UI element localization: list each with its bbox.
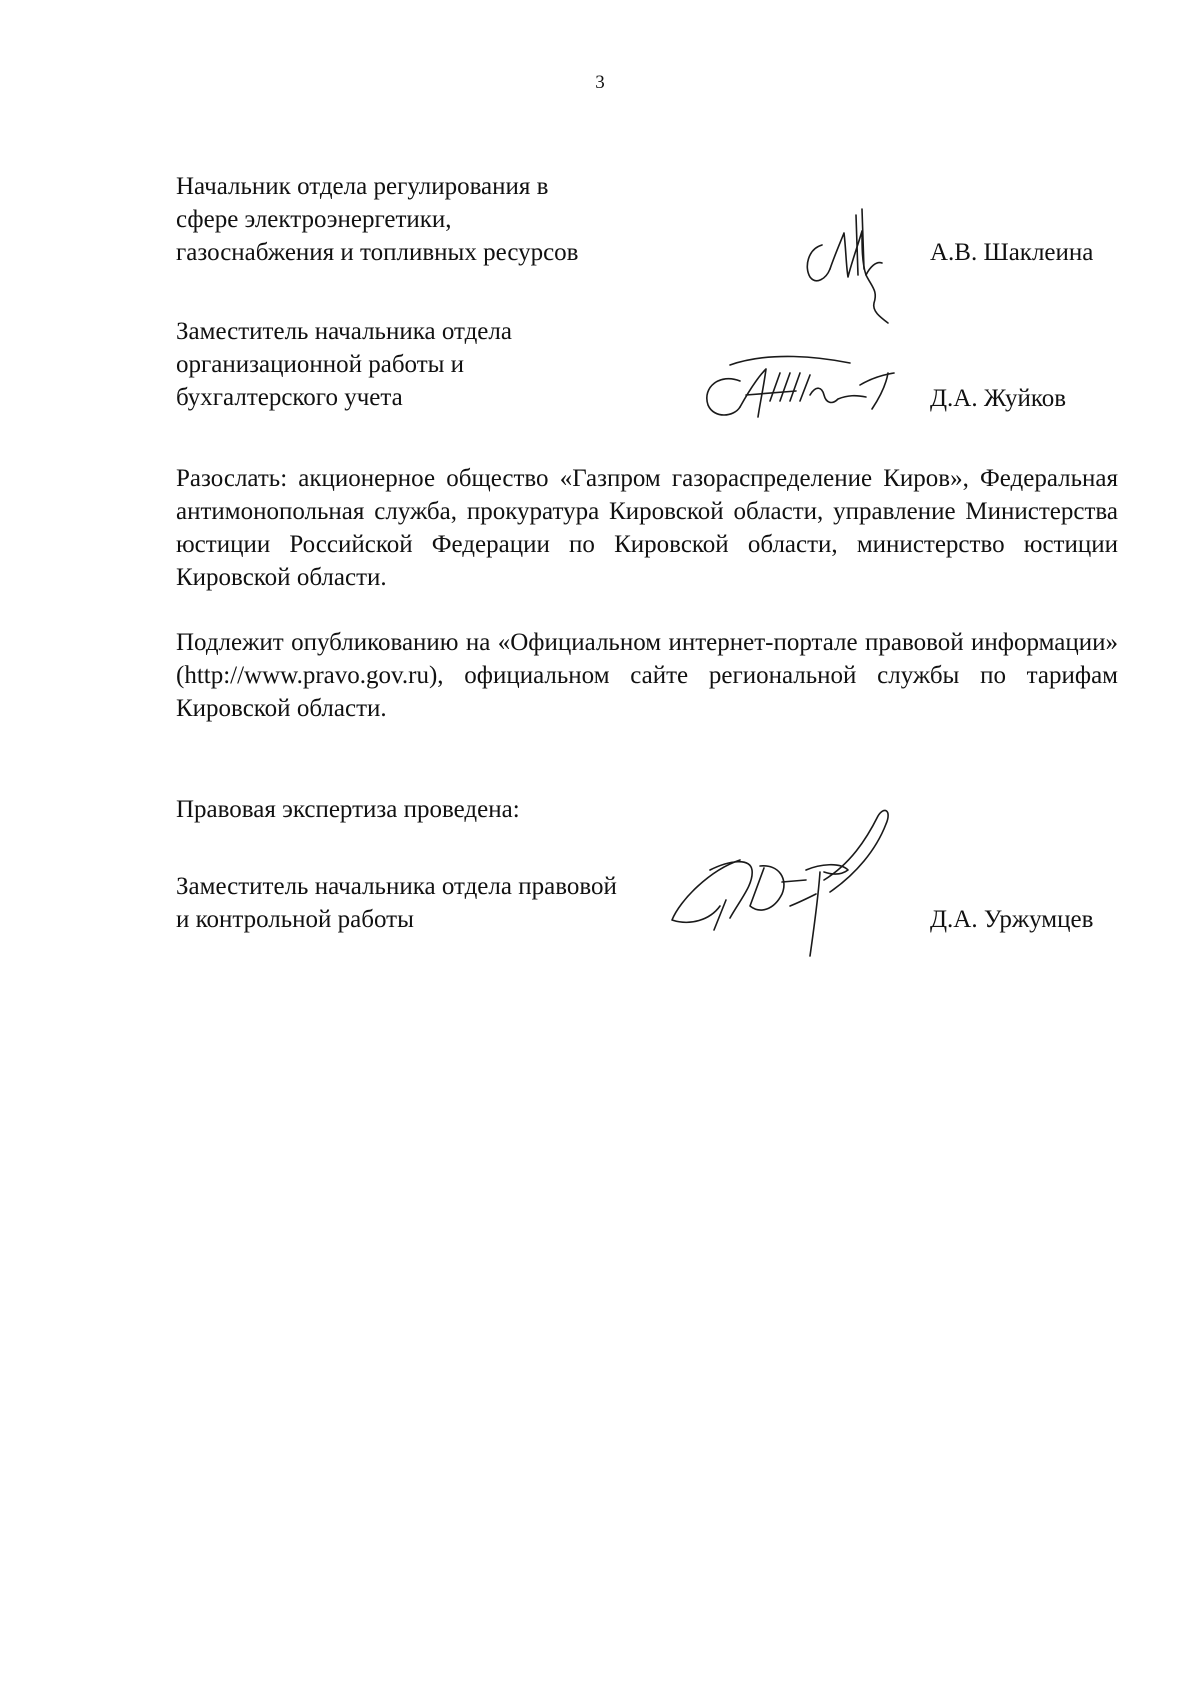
signer-2-title-line: бухгалтерского учета <box>176 384 403 411</box>
legal-reviewer-title-line: и контрольной работы <box>176 906 414 933</box>
signer-1-title <box>176 170 646 269</box>
legal-reviewer-name: Д.А. Уржумцев <box>930 906 1094 933</box>
signer-2-title <box>176 315 646 414</box>
signature-zhuikov <box>700 355 910 435</box>
signer-1-name: А.В. Шаклеина <box>930 239 1094 266</box>
signer-1-title-line: Начальник отдела регулирования в <box>176 173 549 200</box>
publication-paragraph: Подлежит опубликованию на «Официальном интернет-портале правовой информации» (http://www.pravo.gov.ru), официальном сайте региональной службы по тарифам Кировской области. <box>176 629 1118 722</box>
signature-urzhumtsev <box>670 810 920 960</box>
legal-reviewer-title-line: Заместитель начальника отдела правовой <box>176 873 617 900</box>
signer-2-title-line: организационной работы и <box>176 351 465 378</box>
signature-shakleina <box>800 205 910 335</box>
signer-1-title-line: сфере электроэнергетики, <box>176 206 452 233</box>
page-number: 3 <box>595 72 605 93</box>
legal-review-heading: Правовая экспертиза проведена: <box>176 796 520 823</box>
signer-2-title-line: Заместитель начальника отдела <box>176 318 512 345</box>
signer-2-name: Д.А. Жуйков <box>930 385 1067 412</box>
signer-1-title-line: газоснабжения и топливных ресурсов <box>176 239 579 266</box>
legal-reviewer-title <box>176 870 646 936</box>
distribution-paragraph: Разослать: акционерное общество «Газпром газораспределение Киров», Федеральная антимонопольная служба, прокуратура Кировской области, управление Министерства юстиции Российской Федерации по Кировской области, министерство юстиции Кировской области. <box>176 465 1118 591</box>
